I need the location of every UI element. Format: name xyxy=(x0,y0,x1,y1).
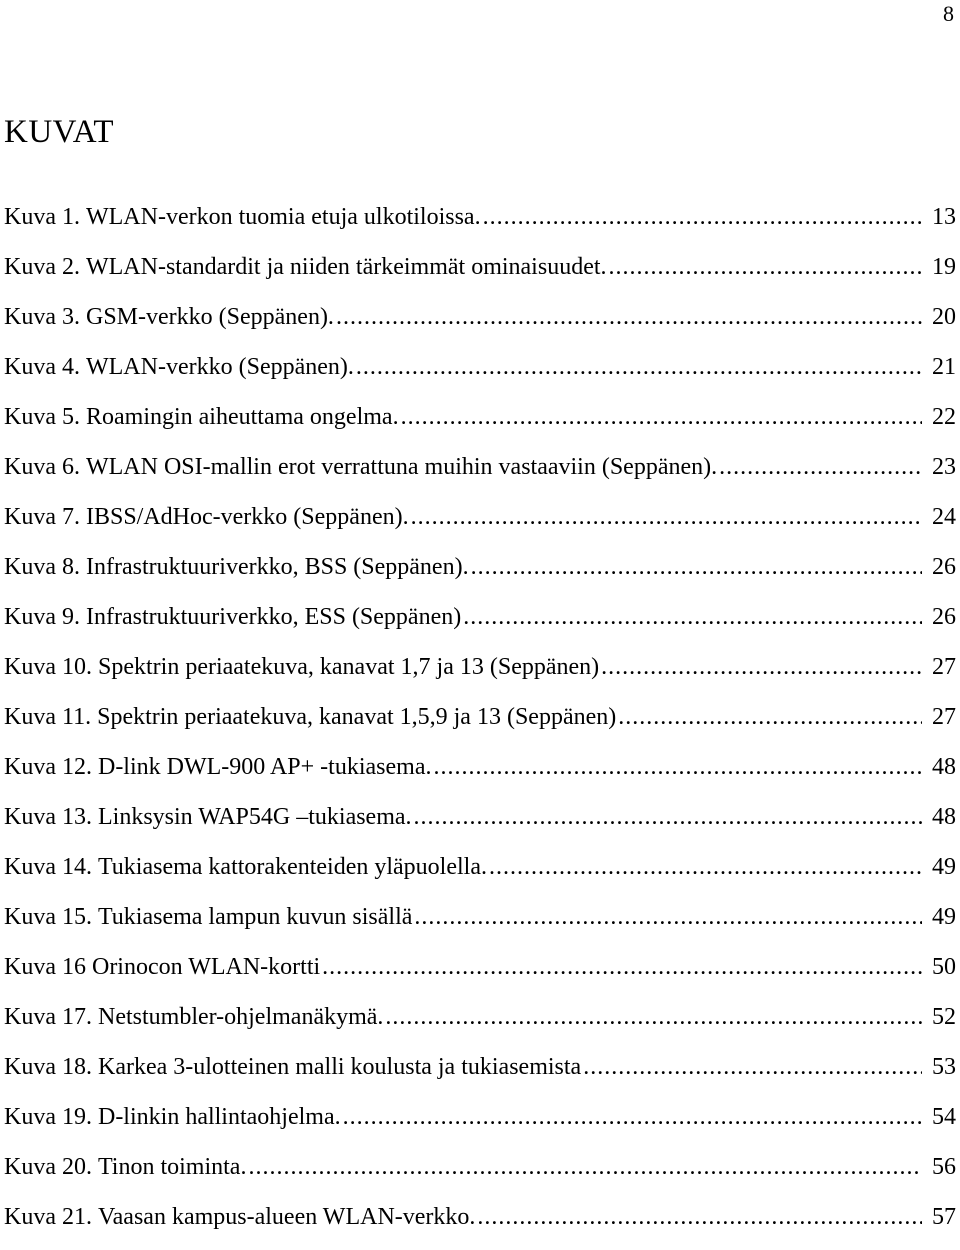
dot-leader xyxy=(433,750,922,784)
entry-page-number: 57 xyxy=(932,1204,956,1230)
dot-leader xyxy=(401,400,922,434)
list-item[interactable] xyxy=(4,500,956,550)
entry-label: Kuva 3. xyxy=(4,304,80,330)
entry-page-number: 26 xyxy=(932,604,956,630)
dot-leader xyxy=(248,1150,922,1184)
entry-title: Netstumbler-ohjelmanäkymä. xyxy=(97,1004,384,1030)
entry-text xyxy=(4,800,412,834)
entry-page-number: 19 xyxy=(932,254,956,280)
entry-text xyxy=(4,350,354,384)
entry-title: WLAN-standardit ja niiden tärkeimmät ominaisuudet. xyxy=(85,254,607,280)
entry-text xyxy=(4,550,469,584)
entry-title: GSM-verkko (Seppänen). xyxy=(85,304,334,330)
entry-page-number: 13 xyxy=(932,204,956,230)
entry-text xyxy=(4,700,616,734)
entry-page-number: 52 xyxy=(932,1004,956,1030)
list-item[interactable] xyxy=(4,800,956,850)
entry-text xyxy=(4,1100,341,1134)
entry-label: Kuva 10. xyxy=(4,654,92,680)
list-item[interactable] xyxy=(4,450,956,500)
entry-page-number: 26 xyxy=(932,554,956,580)
entry-label: Kuva 6. xyxy=(4,454,80,480)
entry-label: Kuva 21. xyxy=(4,1204,92,1230)
entry-page-number: 24 xyxy=(932,504,956,530)
entry-page-number: 48 xyxy=(932,754,956,780)
entry-title: Tinon toiminta. xyxy=(97,1154,247,1180)
list-item[interactable] xyxy=(4,950,956,1000)
entry-label: Kuva 15. xyxy=(4,904,92,930)
entry-text xyxy=(4,1150,246,1184)
entry-page-number: 56 xyxy=(932,1154,956,1180)
entry-page-number: 22 xyxy=(932,404,956,430)
entry-page-number: 27 xyxy=(932,654,956,680)
entry-label: Kuva 19. xyxy=(4,1104,92,1130)
dot-leader xyxy=(583,1050,922,1084)
entry-title: Spektrin periaatekuva, kanavat 1,5,9 ja 13 (Seppänen) xyxy=(97,704,617,730)
dot-leader xyxy=(385,1000,922,1034)
dot-leader xyxy=(489,850,922,884)
list-item[interactable] xyxy=(4,350,956,400)
entry-title: Karkea 3-ulotteinen malli koulusta ja tukiasemista xyxy=(97,1054,582,1080)
page-number: 8 xyxy=(943,1,954,26)
entry-text xyxy=(4,750,431,784)
entry-text xyxy=(4,300,334,334)
dot-leader xyxy=(483,200,922,234)
list-item[interactable] xyxy=(4,400,956,450)
entry-title: IBSS/AdHoc-verkko (Seppänen). xyxy=(85,504,409,530)
dot-leader xyxy=(618,700,922,734)
entry-title: Spektrin periaatekuva, kanavat 1,7 ja 13 (Seppänen) xyxy=(97,654,600,680)
entry-text xyxy=(4,900,412,934)
entry-text xyxy=(4,1050,581,1084)
entry-label: Kuva 12. xyxy=(4,754,92,780)
dot-leader xyxy=(336,300,922,334)
entry-page-number: 48 xyxy=(932,804,956,830)
entry-text xyxy=(4,1000,383,1034)
list-item[interactable] xyxy=(4,1100,956,1150)
entry-label: Kuva 8. xyxy=(4,554,80,580)
list-item[interactable] xyxy=(4,1050,956,1100)
entry-title: D-linkin hallintaohjelma. xyxy=(97,1104,341,1130)
dot-leader xyxy=(414,800,922,834)
entry-title: Roamingin aiheuttama ongelma. xyxy=(85,404,399,430)
list-item[interactable] xyxy=(4,1000,956,1050)
entry-page-number: 27 xyxy=(932,704,956,730)
entry-label: Kuva 7. xyxy=(4,504,80,530)
list-item[interactable] xyxy=(4,750,956,800)
list-item[interactable] xyxy=(4,700,956,750)
entry-title: Infrastruktuuriverkko, BSS (Seppänen). xyxy=(85,554,469,580)
entry-label: Kuva 16 xyxy=(4,954,86,980)
entry-text xyxy=(4,250,607,284)
dot-leader xyxy=(414,900,922,934)
dot-leader xyxy=(356,350,922,384)
entry-text xyxy=(4,500,409,534)
list-item[interactable] xyxy=(4,600,956,650)
entry-label: Kuva 4. xyxy=(4,354,80,380)
list-item[interactable] xyxy=(4,200,956,250)
entry-text xyxy=(4,1200,475,1234)
entry-page-number: 21 xyxy=(932,354,956,380)
entry-page-number: 49 xyxy=(932,904,956,930)
dot-leader xyxy=(477,1200,922,1234)
list-item[interactable] xyxy=(4,850,956,900)
entry-page-number: 23 xyxy=(932,454,956,480)
list-item[interactable] xyxy=(4,650,956,700)
entry-text xyxy=(4,650,599,684)
dot-leader xyxy=(463,600,922,634)
entry-text xyxy=(4,450,717,484)
entry-label: Kuva 17. xyxy=(4,1004,92,1030)
entry-page-number: 49 xyxy=(932,854,956,880)
entry-title: Tukiasema kattorakenteiden yläpuolella. xyxy=(97,854,487,880)
entry-label: Kuva 18. xyxy=(4,1054,92,1080)
entry-text xyxy=(4,850,487,884)
entry-label: Kuva 1. xyxy=(4,204,80,230)
entry-title: Vaasan kampus-alueen WLAN-verkko. xyxy=(97,1204,476,1230)
entry-label: Kuva 9. xyxy=(4,604,80,630)
list-item[interactable] xyxy=(4,1150,956,1200)
entry-title: Linksysin WAP54G –tukiasema. xyxy=(97,804,412,830)
dot-leader xyxy=(411,500,922,534)
list-item[interactable] xyxy=(4,900,956,950)
list-item[interactable] xyxy=(4,250,956,300)
entry-label: Kuva 11. xyxy=(4,704,92,730)
entry-text xyxy=(4,600,461,634)
entry-text xyxy=(4,400,399,434)
entry-text xyxy=(4,200,481,234)
entry-title: WLAN-verkon tuomia etuja ulkotiloissa. xyxy=(85,204,481,230)
entry-page-number: 54 xyxy=(932,1104,956,1130)
entry-page-number: 53 xyxy=(932,1054,956,1080)
entry-page-number: 50 xyxy=(932,954,956,980)
entry-label: Kuva 14. xyxy=(4,854,92,880)
entry-label: Kuva 2. xyxy=(4,254,80,280)
list-item[interactable] xyxy=(4,1200,956,1250)
entry-title: Orinocon WLAN-kortti xyxy=(91,954,321,980)
entry-title: WLAN-verkko (Seppänen). xyxy=(85,354,354,380)
entry-label: Kuva 5. xyxy=(4,404,80,430)
entry-title: Tukiasema lampun kuvun sisällä xyxy=(97,904,413,930)
dot-leader xyxy=(471,550,922,584)
entry-label: Kuva 20. xyxy=(4,1154,92,1180)
dot-leader xyxy=(719,450,922,484)
page-title: KUVAT xyxy=(4,114,115,150)
entry-text xyxy=(4,950,320,984)
figure-list xyxy=(4,200,956,1250)
entry-title: WLAN OSI-mallin erot verrattuna muihin vastaaviin (Seppänen). xyxy=(85,454,718,480)
entry-page-number: 20 xyxy=(932,304,956,330)
dot-leader xyxy=(609,250,922,284)
list-item[interactable] xyxy=(4,550,956,600)
dot-leader xyxy=(322,950,922,984)
dot-leader xyxy=(601,650,922,684)
entry-title: D-link DWL-900 AP+ -tukiasema. xyxy=(97,754,432,780)
entry-label: Kuva 13. xyxy=(4,804,92,830)
entry-title: Infrastruktuuriverkko, ESS (Seppänen) xyxy=(85,604,462,630)
dot-leader xyxy=(343,1100,922,1134)
list-item[interactable] xyxy=(4,300,956,350)
